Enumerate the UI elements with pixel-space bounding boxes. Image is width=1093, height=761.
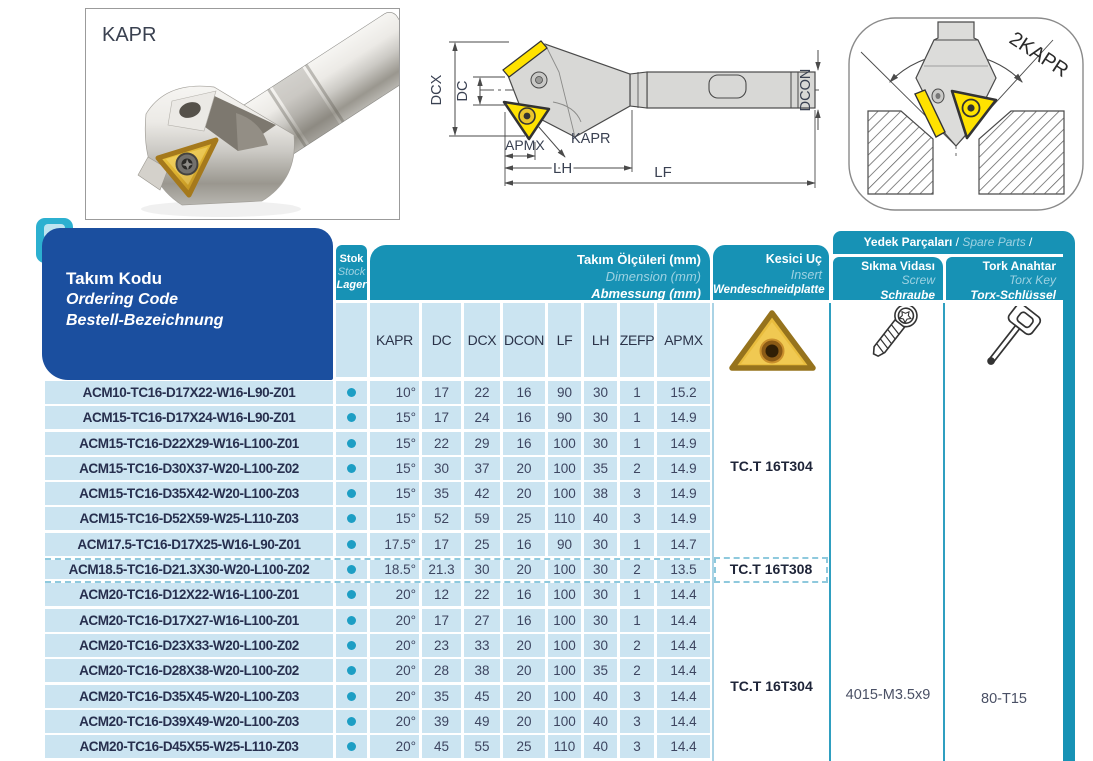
dcx-cell: 49 [464, 710, 500, 733]
stock-dot-icon [347, 489, 356, 498]
dcx-cell: 22 [464, 583, 500, 606]
dcon-cell: 20 [503, 482, 545, 505]
zefp-cell: 2 [620, 560, 654, 579]
insert-icon [724, 306, 820, 376]
stock-cell [336, 482, 367, 505]
column-zefp: ZEFP [620, 303, 654, 377]
dcx-label: DCX [429, 74, 445, 106]
zefp-cell: 2 [620, 457, 654, 480]
dcx-cell: 22 [464, 381, 500, 404]
stock-dot-icon [347, 692, 356, 701]
stock-cell [336, 609, 367, 632]
dcx-cell: 59 [464, 507, 500, 530]
lf-cell: 100 [548, 432, 581, 455]
dimensions-header-en: Dimension (mm) [605, 268, 701, 284]
lh-cell: 30 [584, 381, 617, 404]
lh-cell: 30 [584, 583, 617, 606]
dc-cell: 17 [422, 533, 461, 556]
zefp-cell: 1 [620, 533, 654, 556]
lh-cell: 30 [584, 634, 617, 657]
ordering-code-header-de: Bestell-Bezeichnung [66, 311, 224, 329]
dcon-label: DCON [798, 68, 814, 112]
table-row [45, 381, 710, 406]
zefp-cell: 3 [620, 507, 654, 530]
tool-photo-image [86, 9, 399, 219]
stock-cell [336, 735, 367, 758]
dcon-cell: 20 [503, 634, 545, 657]
stock-dot-icon [347, 565, 356, 574]
dc-cell: 23 [422, 634, 461, 657]
dcx-cell: 24 [464, 406, 500, 429]
stock-cell [336, 560, 367, 579]
table-row [45, 735, 710, 760]
apmx-cell: 15.2 [657, 381, 710, 404]
kapr-cell: 15° [370, 507, 419, 530]
photo-kapr-label: KAPR [102, 24, 157, 46]
side-view-drawing [425, 10, 825, 225]
stock-cell [336, 685, 367, 708]
lf-cell: 100 [548, 482, 581, 505]
kapr-cell: 20° [370, 583, 419, 606]
dc-cell: 39 [422, 710, 461, 733]
dcon-cell: 16 [503, 533, 545, 556]
column-spacer [336, 303, 367, 377]
dc-cell: 22 [422, 432, 461, 455]
ordering-code-cell: ACM15-TC16-D35X42-W20-L100-Z03 [45, 482, 333, 505]
dcon-cell: 16 [503, 583, 545, 606]
table-row [45, 533, 710, 558]
lh-cell: 40 [584, 685, 617, 708]
column-lf: LF [548, 303, 581, 377]
lh-cell: 35 [584, 457, 617, 480]
dcon-cell: 16 [503, 609, 545, 632]
lh-cell: 30 [584, 432, 617, 455]
ordering-code-cell: ACM10-TC16-D17X22-W16-L90-Z01 [45, 381, 333, 404]
dc-cell: 12 [422, 583, 461, 606]
dcon-cell: 25 [503, 507, 545, 530]
ordering-code-cell: ACM20-TC16-D12X22-W16-L100-Z01 [45, 583, 333, 606]
kapr-cell: 15° [370, 406, 419, 429]
dimensions-header [370, 245, 710, 300]
lh-label: LH [553, 160, 573, 177]
spare-parts-header-en: Spare Parts [962, 235, 1026, 249]
column-dcx: DCX [464, 303, 500, 377]
dcx-cell: 37 [464, 457, 500, 480]
torx-header [946, 257, 1063, 300]
stock-dot-icon [347, 590, 356, 599]
insert-header-tr: Kesici Uç [765, 252, 822, 266]
stock-cell [336, 634, 367, 657]
lf-cell: 100 [548, 685, 581, 708]
ordering-code-cell: ACM15-TC16-D17X24-W16-L90-Z01 [45, 406, 333, 429]
lf-cell: 100 [548, 710, 581, 733]
lh-cell: 40 [584, 507, 617, 530]
lf-cell: 100 [548, 634, 581, 657]
lh-cell: 40 [584, 710, 617, 733]
torx-key-icon [954, 306, 1054, 376]
ordering-code-header-tr: Takım Kodu [66, 269, 163, 288]
stock-header-tr: Stok [339, 253, 364, 265]
stock-dot-icon [347, 439, 356, 448]
kapr-cell: 20° [370, 710, 419, 733]
table-row [45, 609, 710, 634]
dcx-cell: 45 [464, 685, 500, 708]
lh-cell: 30 [584, 406, 617, 429]
insert-header-de: Wendeschneidplatte [713, 284, 825, 297]
dcon-cell: 16 [503, 432, 545, 455]
separator: / [1025, 235, 1033, 249]
dcx-cell: 42 [464, 482, 500, 505]
kapr-cell: 18.5° [370, 560, 419, 579]
dcx-cell: 38 [464, 659, 500, 682]
lh-cell: 30 [584, 609, 617, 632]
ordering-code-cell: ACM20-TC16-D23X33-W20-L100-Z02 [45, 634, 333, 657]
screw-header-tr: Sıkma Vidası [861, 259, 935, 273]
ordering-code-cell: ACM20-TC16-D28X38-W20-L100-Z02 [45, 659, 333, 682]
torx-value: 80-T15 [981, 691, 1027, 707]
stock-dot-icon [347, 514, 356, 523]
ordering-code-cell: ACM20-TC16-D45X55-W25-L110-Z03 [45, 735, 333, 758]
kapr-cell: 17.5° [370, 533, 419, 556]
lf-cell: 100 [548, 609, 581, 632]
table-body [45, 381, 710, 760]
zefp-cell: 3 [620, 482, 654, 505]
apmx-cell: 14.4 [657, 710, 710, 733]
lh-cell: 38 [584, 482, 617, 505]
table-row [45, 406, 710, 431]
stock-dot-icon [347, 413, 356, 422]
zefp-cell: 1 [620, 583, 654, 606]
lh-cell: 30 [584, 533, 617, 556]
apmx-cell: 14.9 [657, 406, 710, 429]
ordering-code-header [42, 228, 333, 380]
table-row [45, 507, 710, 532]
apmx-cell: 14.7 [657, 533, 710, 556]
dcon-cell: 20 [503, 560, 545, 579]
lf-cell: 90 [548, 381, 581, 404]
dc-label: DC [455, 80, 471, 102]
zefp-cell: 3 [620, 710, 654, 733]
apmx-cell: 14.9 [657, 482, 710, 505]
stock-dot-icon [347, 464, 356, 473]
screw-header-de: Schraube [880, 287, 935, 302]
kapr-label: KAPR [571, 131, 611, 147]
spare-parts-header [833, 231, 1063, 254]
insert-header [713, 245, 829, 300]
kapr-cell: 15° [370, 457, 419, 480]
stock-dot-icon [347, 717, 356, 726]
stock-header-en: Stock [337, 266, 366, 279]
dcon-cell: 25 [503, 735, 545, 758]
screw-value: 4015-M3.5x9 [845, 687, 931, 703]
dimensions-header-tr: Takım Ölçüleri (mm) [576, 252, 701, 267]
apmx-cell: 14.4 [657, 634, 710, 657]
dcx-cell: 29 [464, 432, 500, 455]
dimensions-header-de: Abmessung (mm) [591, 285, 701, 301]
dcon-cell: 20 [503, 659, 545, 682]
lf-cell: 110 [548, 507, 581, 530]
kapr-cell: 20° [370, 735, 419, 758]
apmx-cell: 14.4 [657, 685, 710, 708]
lf-cell: 100 [548, 560, 581, 579]
dcx-cell: 25 [464, 533, 500, 556]
apmx-cell: 14.9 [657, 507, 710, 530]
kapr-cell: 20° [370, 685, 419, 708]
stock-header [336, 245, 367, 300]
dc-cell: 28 [422, 659, 461, 682]
kapr-cell: 15° [370, 432, 419, 455]
zefp-cell: 1 [620, 406, 654, 429]
apmx-cell: 13.5 [657, 560, 710, 579]
apmx-cell: 14.4 [657, 609, 710, 632]
stock-cell [336, 583, 367, 606]
dc-cell: 35 [422, 685, 461, 708]
stock-cell [336, 507, 367, 530]
table-row [45, 685, 710, 710]
stock-cell [336, 457, 367, 480]
ordering-code-cell: ACM15-TC16-D22X29-W16-L100-Z01 [45, 432, 333, 455]
dcon-cell: 20 [503, 710, 545, 733]
dc-cell: 17 [422, 406, 461, 429]
lh-cell: 35 [584, 659, 617, 682]
ordering-code-cell: ACM15-TC16-D30X37-W20-L100-Z02 [45, 457, 333, 480]
dc-cell: 17 [422, 609, 461, 632]
lf-cell: 100 [548, 583, 581, 606]
apmx-cell: 14.9 [657, 457, 710, 480]
table-row [45, 432, 710, 457]
dcx-cell: 33 [464, 634, 500, 657]
zefp-cell: 3 [620, 685, 654, 708]
zefp-cell: 1 [620, 381, 654, 404]
insert-group-2: TC.T 16T308 [714, 557, 828, 583]
dcon-cell: 20 [503, 685, 545, 708]
kapr-cell: 20° [370, 634, 419, 657]
ordering-code-cell: ACM20-TC16-D35X45-W20-L100-Z03 [45, 685, 333, 708]
table-row [45, 558, 710, 583]
table-row [45, 482, 710, 507]
dcon-cell: 20 [503, 457, 545, 480]
stock-dot-icon [347, 641, 356, 650]
lf-cell: 90 [548, 533, 581, 556]
column-dc: DC [422, 303, 461, 377]
dcx-cell: 27 [464, 609, 500, 632]
table-row [45, 583, 710, 608]
stock-cell [336, 659, 367, 682]
dc-cell: 17 [422, 381, 461, 404]
zefp-cell: 2 [620, 634, 654, 657]
insert-header-en: Insert [790, 267, 822, 282]
column-lh: LH [584, 303, 617, 377]
kapr-cell: 20° [370, 609, 419, 632]
table-row [45, 659, 710, 684]
column-dcon: DCON [503, 303, 545, 377]
lf-cell: 100 [548, 659, 581, 682]
kapr-cell: 10° [370, 381, 419, 404]
stock-cell [336, 432, 367, 455]
dcon-cell: 16 [503, 381, 545, 404]
apmx-cell: 14.4 [657, 583, 710, 606]
apmx-label: APMX [505, 137, 545, 153]
lf-cell: 110 [548, 735, 581, 758]
stock-dot-icon [347, 388, 356, 397]
table-row [45, 710, 710, 735]
stock-cell [336, 381, 367, 404]
table-row [45, 457, 710, 482]
zefp-cell: 2 [620, 659, 654, 682]
stock-cell [336, 533, 367, 556]
ordering-code-cell: ACM20-TC16-D17X27-W16-L100-Z01 [45, 609, 333, 632]
2kapr-label: 2KAPR [1005, 27, 1073, 82]
ordering-code-cell: ACM20-TC16-D39X49-W20-L100-Z03 [45, 710, 333, 733]
stock-cell [336, 406, 367, 429]
lh-cell: 30 [584, 560, 617, 579]
apmx-cell: 14.4 [657, 735, 710, 758]
column-apmx: APMX [657, 303, 710, 377]
lh-cell: 40 [584, 735, 617, 758]
stock-dot-icon [347, 540, 356, 549]
ordering-code-header-en: Ordering Code [66, 291, 179, 309]
kapr-cell: 20° [370, 659, 419, 682]
dc-cell: 30 [422, 457, 461, 480]
stock-dot-icon [347, 742, 356, 751]
tool-photo [85, 8, 400, 220]
ordering-code-cell: ACM18.5-TC16-D21.3X30-W20-L100-Z02 [45, 560, 333, 579]
torx-header-de: Torx-Schlüssel [970, 287, 1056, 302]
screw-header [833, 257, 943, 300]
screw-icon [841, 306, 933, 376]
side-view-insert [504, 102, 549, 139]
ordering-code-cell: ACM15-TC16-D52X59-W25-L110-Z03 [45, 507, 333, 530]
angle-view-drawing [845, 8, 1091, 220]
insert-group-1: TC.T 16T304 [730, 458, 813, 474]
zefp-cell: 1 [620, 609, 654, 632]
apmx-cell: 14.9 [657, 432, 710, 455]
dc-cell: 35 [422, 482, 461, 505]
ordering-code-cell: ACM17.5-TC16-D17X25-W16-L90-Z01 [45, 533, 333, 556]
screw-header-en: Screw [901, 273, 935, 288]
separator: / [952, 235, 963, 249]
kapr-cell: 15° [370, 482, 419, 505]
lf-label: LF [654, 164, 672, 181]
dcx-cell: 30 [464, 560, 500, 579]
insert-group-3: TC.T 16T304 [730, 678, 813, 694]
dc-cell: 21.3 [422, 560, 461, 579]
table-row [45, 634, 710, 659]
lf-cell: 100 [548, 457, 581, 480]
torx-header-en: Torx Key [1009, 273, 1056, 288]
column-kapr: KAPR [370, 303, 419, 377]
stock-dot-icon [347, 666, 356, 675]
dcon-cell: 16 [503, 406, 545, 429]
stock-cell [336, 710, 367, 733]
dc-cell: 45 [422, 735, 461, 758]
dcx-cell: 55 [464, 735, 500, 758]
stock-dot-icon [347, 616, 356, 625]
lf-cell: 90 [548, 406, 581, 429]
table-right-border [1063, 231, 1075, 761]
stock-header-de: Lager [336, 279, 367, 292]
apmx-cell: 14.4 [657, 659, 710, 682]
spare-parts-header-tr: Yedek Parçaları [863, 235, 953, 249]
zefp-cell: 3 [620, 735, 654, 758]
torx-header-tr: Tork Anahtar [982, 259, 1056, 273]
zefp-cell: 1 [620, 432, 654, 455]
column-headers [336, 303, 710, 377]
dc-cell: 52 [422, 507, 461, 530]
